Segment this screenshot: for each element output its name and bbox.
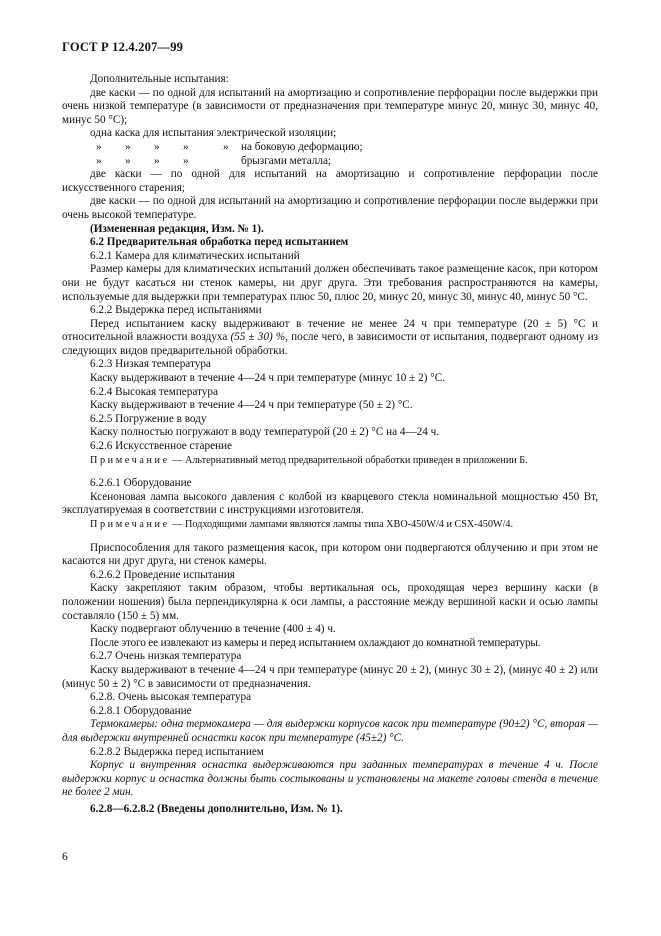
ditto-mark: » [96,154,102,167]
amendment-note: (Измененная редакция, Изм. № 1). [90,222,264,235]
paragraph: Каску закрепляют таким образом, чтобы вертикальная ось, проходящая через вершину каски (в положении ношения) была перпендикулярна к оси лампы, а расстояние между вершиной каски и осью лампы составляло (150 ± 5) мм. [62,582,598,622]
paragraph: Приспособления для такого размещения касок, при котором они подвергаются облучению и при этом не касаются ни друг друга, ни стенок камеры. [62,541,598,568]
ditto-line [62,155,598,169]
document-body [62,73,598,816]
note-label: Примечание [90,519,170,530]
page-number: 6 [62,851,68,863]
subsection-heading: 6.2.3 Низкая температура [90,358,211,371]
text-run: , после чего, в зависимости от испытания, подвергают одному из следующих видов предварительной обработки. [62,331,598,357]
subsection-heading: 6.2.1 Камера для климатических испытаний [90,249,300,262]
paragraph: одна каска для испытания электрической изоляции; [90,127,337,140]
ditto-line [62,141,598,155]
note [62,454,598,468]
ditto-text: на боковую деформацию; [241,140,363,153]
ditto-mark: » [154,154,160,167]
subsection-heading: 6.2.6 Искусственное старение [90,440,233,453]
subsection-heading: 6.2.7 Очень низкая температура [90,650,242,663]
paragraph [62,318,598,359]
ditto-mark: » [183,140,189,153]
paragraph: Размер камеры для климатических испытаний должен обеспечивать такое размещение касок, при котором они не будут касаться ни стенок камеры, ни друг друга. Эти требования распространяются на камеры, используемые для выдержки при температурах плюс 50, плюс 20, минус 20, минус 30, минус 40, минус 50 °С. [62,263,598,303]
paragraph: Каску подвергают облучению в течение (400 ± 4) ч. [90,623,336,636]
paragraph: Каску выдерживают в течение 4—24 ч при температуре (минус 10 ± 2) °С. [90,372,445,385]
paragraph: Термокамеры: одна термокамера — для выдержки корпусов касок при температуре (90±2) °С, вторая — для выдержки внутренней оснастки касок при температуре (45±2) °С. [62,718,598,744]
paragraph: Ксеноновая лампа высокого давления с колбой из кварцевого стекла номинальной мощностью 450 Вт, эксплуатируемая в соответствии с инструкциями изготовителя. [62,490,598,517]
ditto-mark: » [96,140,102,153]
paragraph: Каску полностью погружают в воду температурой (20 ± 2) °С на 4—24 ч. [90,426,440,439]
ditto-mark: » [183,154,189,167]
subsection-heading: 6.2.5 Погружение в воду [90,412,207,425]
text-run: Перед испытанием каску выдерживают в течение не менее 24 ч при температуре (20 ± 5) °С и относительной влажности воздуха [62,317,598,344]
ditto-mark: » [125,154,131,167]
note-label: Примечание [90,454,170,466]
paragraph: две каски — по одной для испытаний на амортизацию и сопротивление перфорации после выдержки при очень низкой температуре (в зависимости от предназначения при температуре минус 20, минус 30, минус 40, минус 50 °С); [62,86,598,126]
paragraph: Каску выдерживают в течение 4—24 ч при температуре (минус 20 ± 2), (минус 30 ± 2), (минус 40 ± 2) или (минус 50 ± 2) °С в зависимости от предназначения. [62,663,598,690]
paragraph: две каски — по одной для испытаний на амортизацию и сопротивление перфорации после искусственного старения; [62,168,598,194]
ditto-text: брызгами металла; [241,154,332,167]
ditto-mark: » [223,140,229,153]
amendment-note: 6.2.8—6.2.8.2 (Введены дополнительно, Изм. № 1). [90,802,343,815]
note-text: — Подходящими лампами являются лампы типа XBO-450W/4 и CSX-450W/4. [169,519,514,530]
subsection-heading: 6.2.8. Очень высокая температура [90,691,252,704]
section-heading: 6.2 Предварительная обработка перед испытанием [90,236,349,249]
paragraph: две каски — по одной для испытаний на амортизацию и сопротивление перфорации после выдержки при очень высокой температуре. [62,195,598,221]
ditto-mark: » [154,140,160,153]
subsection-heading: 6.2.8.2 Выдержка перед испытанием [90,745,264,758]
paragraph: Каску выдерживают в течение 4—24 ч при температуре (50 ± 2) °С. [90,399,413,412]
subsection-heading: 6.2.6.1 Оборудование [90,477,192,490]
subsection-heading: 6.2.2 Выдержка перед испытаниями [90,304,262,317]
subsection-heading: 6.2.8.1 Оборудование [90,704,192,717]
ditto-mark: » [125,140,131,153]
document-header: ГОСТ Р 12.4.207—99 [62,40,184,54]
note-text: — Альтернативный метод предварительной обработки приведен в приложении Б. [169,454,528,466]
note [62,518,598,532]
subsection-heading: 6.2.6.2 Проведение испытания [90,568,235,581]
paragraph: Корпус и внутренняя оснастка выдерживаются при заданных температурах в течение 4 ч. После выдержки корпус и оснастка должны быть состыкованы и установлены на макете головы стенда в течение не более 2 мин. [62,759,598,799]
paragraph: После этого ее извлекают из камеры и перед испытанием охлаждают до комнатной температуры. [90,636,541,649]
humidity-value: (55 ± 30) % [230,331,286,344]
subsection-heading: 6.2.4 Высокая температура [90,385,218,398]
paragraph: Дополнительные испытания: [90,73,229,85]
